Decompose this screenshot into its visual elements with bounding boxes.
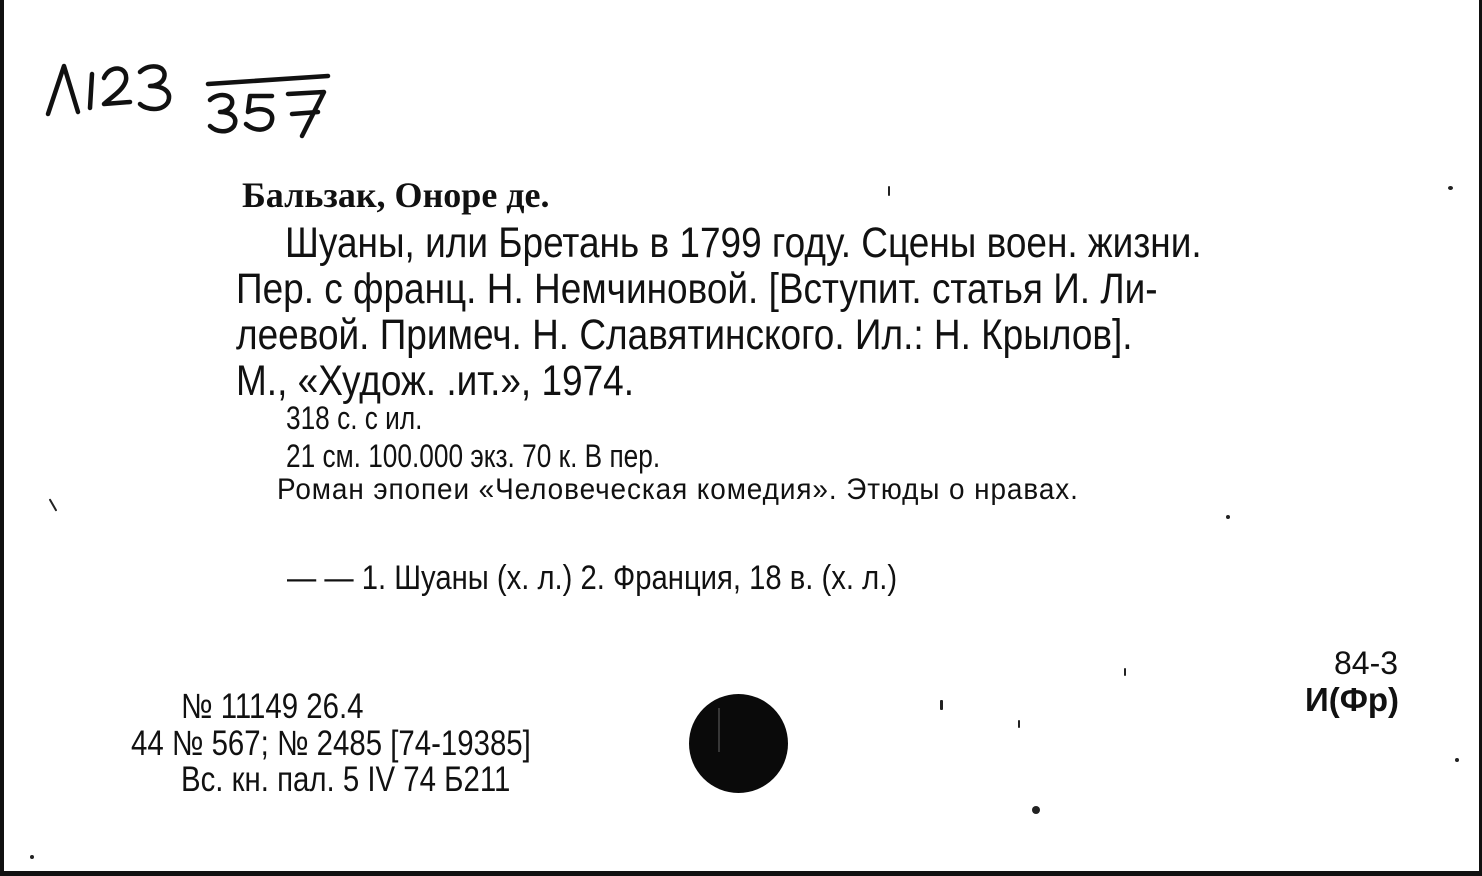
title-line-2: Пер. с франц. Н. Немчиновой. [Вступит. статья И. Ли- [236, 265, 1158, 313]
registration-line-2: 44 № 567; № 2485 [74-19385] [131, 724, 531, 763]
scan-speck [1226, 515, 1230, 519]
scan-speck [1448, 186, 1453, 190]
punch-hole-scratch [718, 708, 738, 752]
scan-speck [940, 700, 943, 710]
imprint-line: М., «Худож. .ит.», 1974. [236, 357, 635, 405]
title-line-1: Шуаны, или Бретань в 1799 году. Сцены воен. жизни. [285, 219, 1202, 267]
scan-speck [1032, 806, 1040, 814]
title-line-3: леевой. Примеч. Н. Славятинского. Ил.: Н. Крылов]. [236, 311, 1133, 359]
classification-index: И(Фр) [1305, 681, 1400, 718]
punch-hole [689, 694, 788, 793]
registration-line-1: № 11149 26.4 [181, 687, 364, 726]
scan-speck [888, 186, 890, 196]
card-left-edge [0, 0, 4, 876]
scan-speck [49, 498, 58, 511]
author-heading: Бальзак, Оноре де. [242, 175, 550, 215]
pages-line: 318 с. с ил. [286, 400, 423, 436]
classification-code: 84-3 [1334, 645, 1399, 681]
series-note: Роман эпопеи «Человеческая комедия». Этюды о нравах. [277, 473, 1079, 506]
card-bottom-edge [0, 871, 1482, 876]
scan-speck [1124, 668, 1126, 676]
scan-speck [1455, 758, 1459, 762]
handwritten-shelf-mark [40, 52, 340, 142]
scan-speck [1018, 720, 1020, 728]
scan-speck [30, 855, 34, 859]
subject-headings: — — 1. Шуаны (х. л.) 2. Франция, 18 в. (х. л.) [287, 559, 898, 597]
size-edition-line: 21 см. 100.000 экз. 70 к. В пер. [286, 438, 661, 474]
registration-line-3: Вс. кн. пал. 5 IV 74 Б211 [181, 760, 511, 799]
